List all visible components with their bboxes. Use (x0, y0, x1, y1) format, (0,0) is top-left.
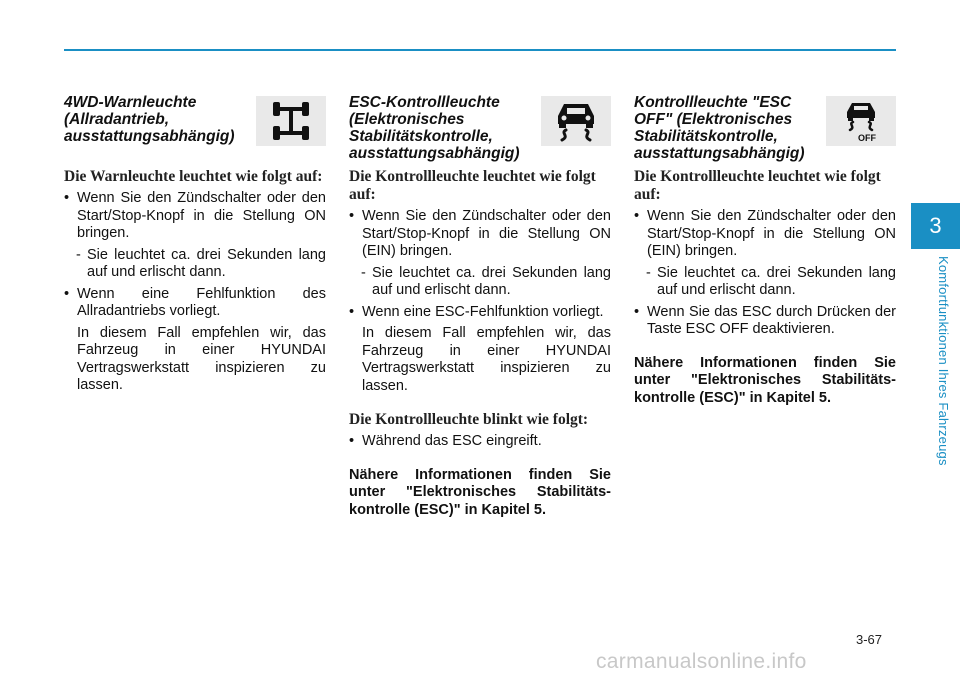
section-title-esc: ESC-Kontrollleuchte (Elektronisches Stabilitätskontrolle, ausstattungsabhängig) (349, 94, 520, 162)
list-item: • Wenn Sie das ESC durch Drücken der Taste ESC OFF deaktivieren. (634, 303, 896, 337)
list-subitem: - Sie leuchtet ca. drei Sekunden lang auf und erlischt dann. (646, 264, 896, 298)
esc-off-indicator-icon (826, 96, 896, 146)
column-4wd (64, 94, 326, 399)
section-header-esc (349, 94, 611, 162)
paragraph: In diesem Fall empfehlen wir, das Fahrzeug in einer HYUNDAI Vertragswerkstatt inspizieren zu lassen. (362, 325, 611, 394)
chapter-title: Komfortfunktionen Ihres Fahrzeugs (936, 256, 951, 466)
column-esc (349, 94, 611, 523)
section-header-4wd (64, 94, 326, 162)
list-subitem: - Sie leuchtet ca. drei Sekunden lang auf und erlischt dann. (76, 246, 326, 280)
list-subitem: - Sie leuchtet ca. drei Sekunden lang auf und erlischt dann. (361, 264, 611, 298)
chapter-tab: 3 (911, 203, 960, 249)
paragraph: In diesem Fall empfehlen wir, das Fahrzeug in einer HYUNDAI Vertragswerkstatt inspizieren zu lassen. (77, 324, 326, 393)
esc-indicator-icon (541, 96, 611, 146)
column-esc-off (634, 94, 896, 411)
reference-note: Nähere Informationen finden Sie unter "Elektronisches Stabilitäts-kontrolle (ESC)" in Kapitel 5. (634, 354, 896, 406)
section-title-4wd: 4WD-Warnleuchte (Allradantrieb, ausstattungsabhängig) (64, 94, 235, 145)
subheading-lights-up: Die Kontrollleuchte leuchtet wie folgt auf: (349, 168, 596, 203)
top-rule (64, 49, 896, 51)
watermark: carmanualsonline.info (596, 650, 807, 673)
list-item: • Wenn eine Fehlfunktion des Allradantriebs vorliegt. (64, 285, 326, 319)
4wd-warning-icon (256, 96, 326, 146)
list-item: • Wenn Sie den Zündschalter oder den Start/Stop-Knopf in die Stellung ON (EIN) bringen. (349, 208, 611, 259)
esc-off-icon-label: OFF (858, 133, 876, 143)
reference-note: Nähere Informationen finden Sie unter "Elektronisches Stabilitäts-kontrolle (ESC)" in Kapitel 5. (349, 466, 611, 518)
list-item: • Während das ESC eingreift. (349, 433, 542, 449)
subheading-lights-up: Die Kontrollleuchte leuchtet wie folgt auf: (634, 168, 881, 203)
section-title-esc-off: Kontrollleuchte "ESC OFF" (Elektronisches Stabilitätskontrolle, ausstattungsabhängig) (634, 94, 805, 162)
subheading-lights-up: Die Warnleuchte leuchtet wie folgt auf: (64, 168, 323, 185)
list-item: • Wenn Sie den Zündschalter oder den Start/Stop-Knopf in die Stellung ON (EIN) bringen. (634, 208, 896, 259)
list-item: • Wenn Sie den Zündschalter oder den Start/Stop-Knopf in die Stellung ON bringen. (64, 190, 326, 241)
subheading-blinks: Die Kontrollleuchte blinkt wie folgt: (349, 411, 589, 428)
section-header-esc-off (634, 94, 896, 162)
list-item: • Wenn eine ESC-Fehlfunktion vorliegt. (349, 303, 604, 320)
page-number: 3-67 (856, 632, 883, 647)
